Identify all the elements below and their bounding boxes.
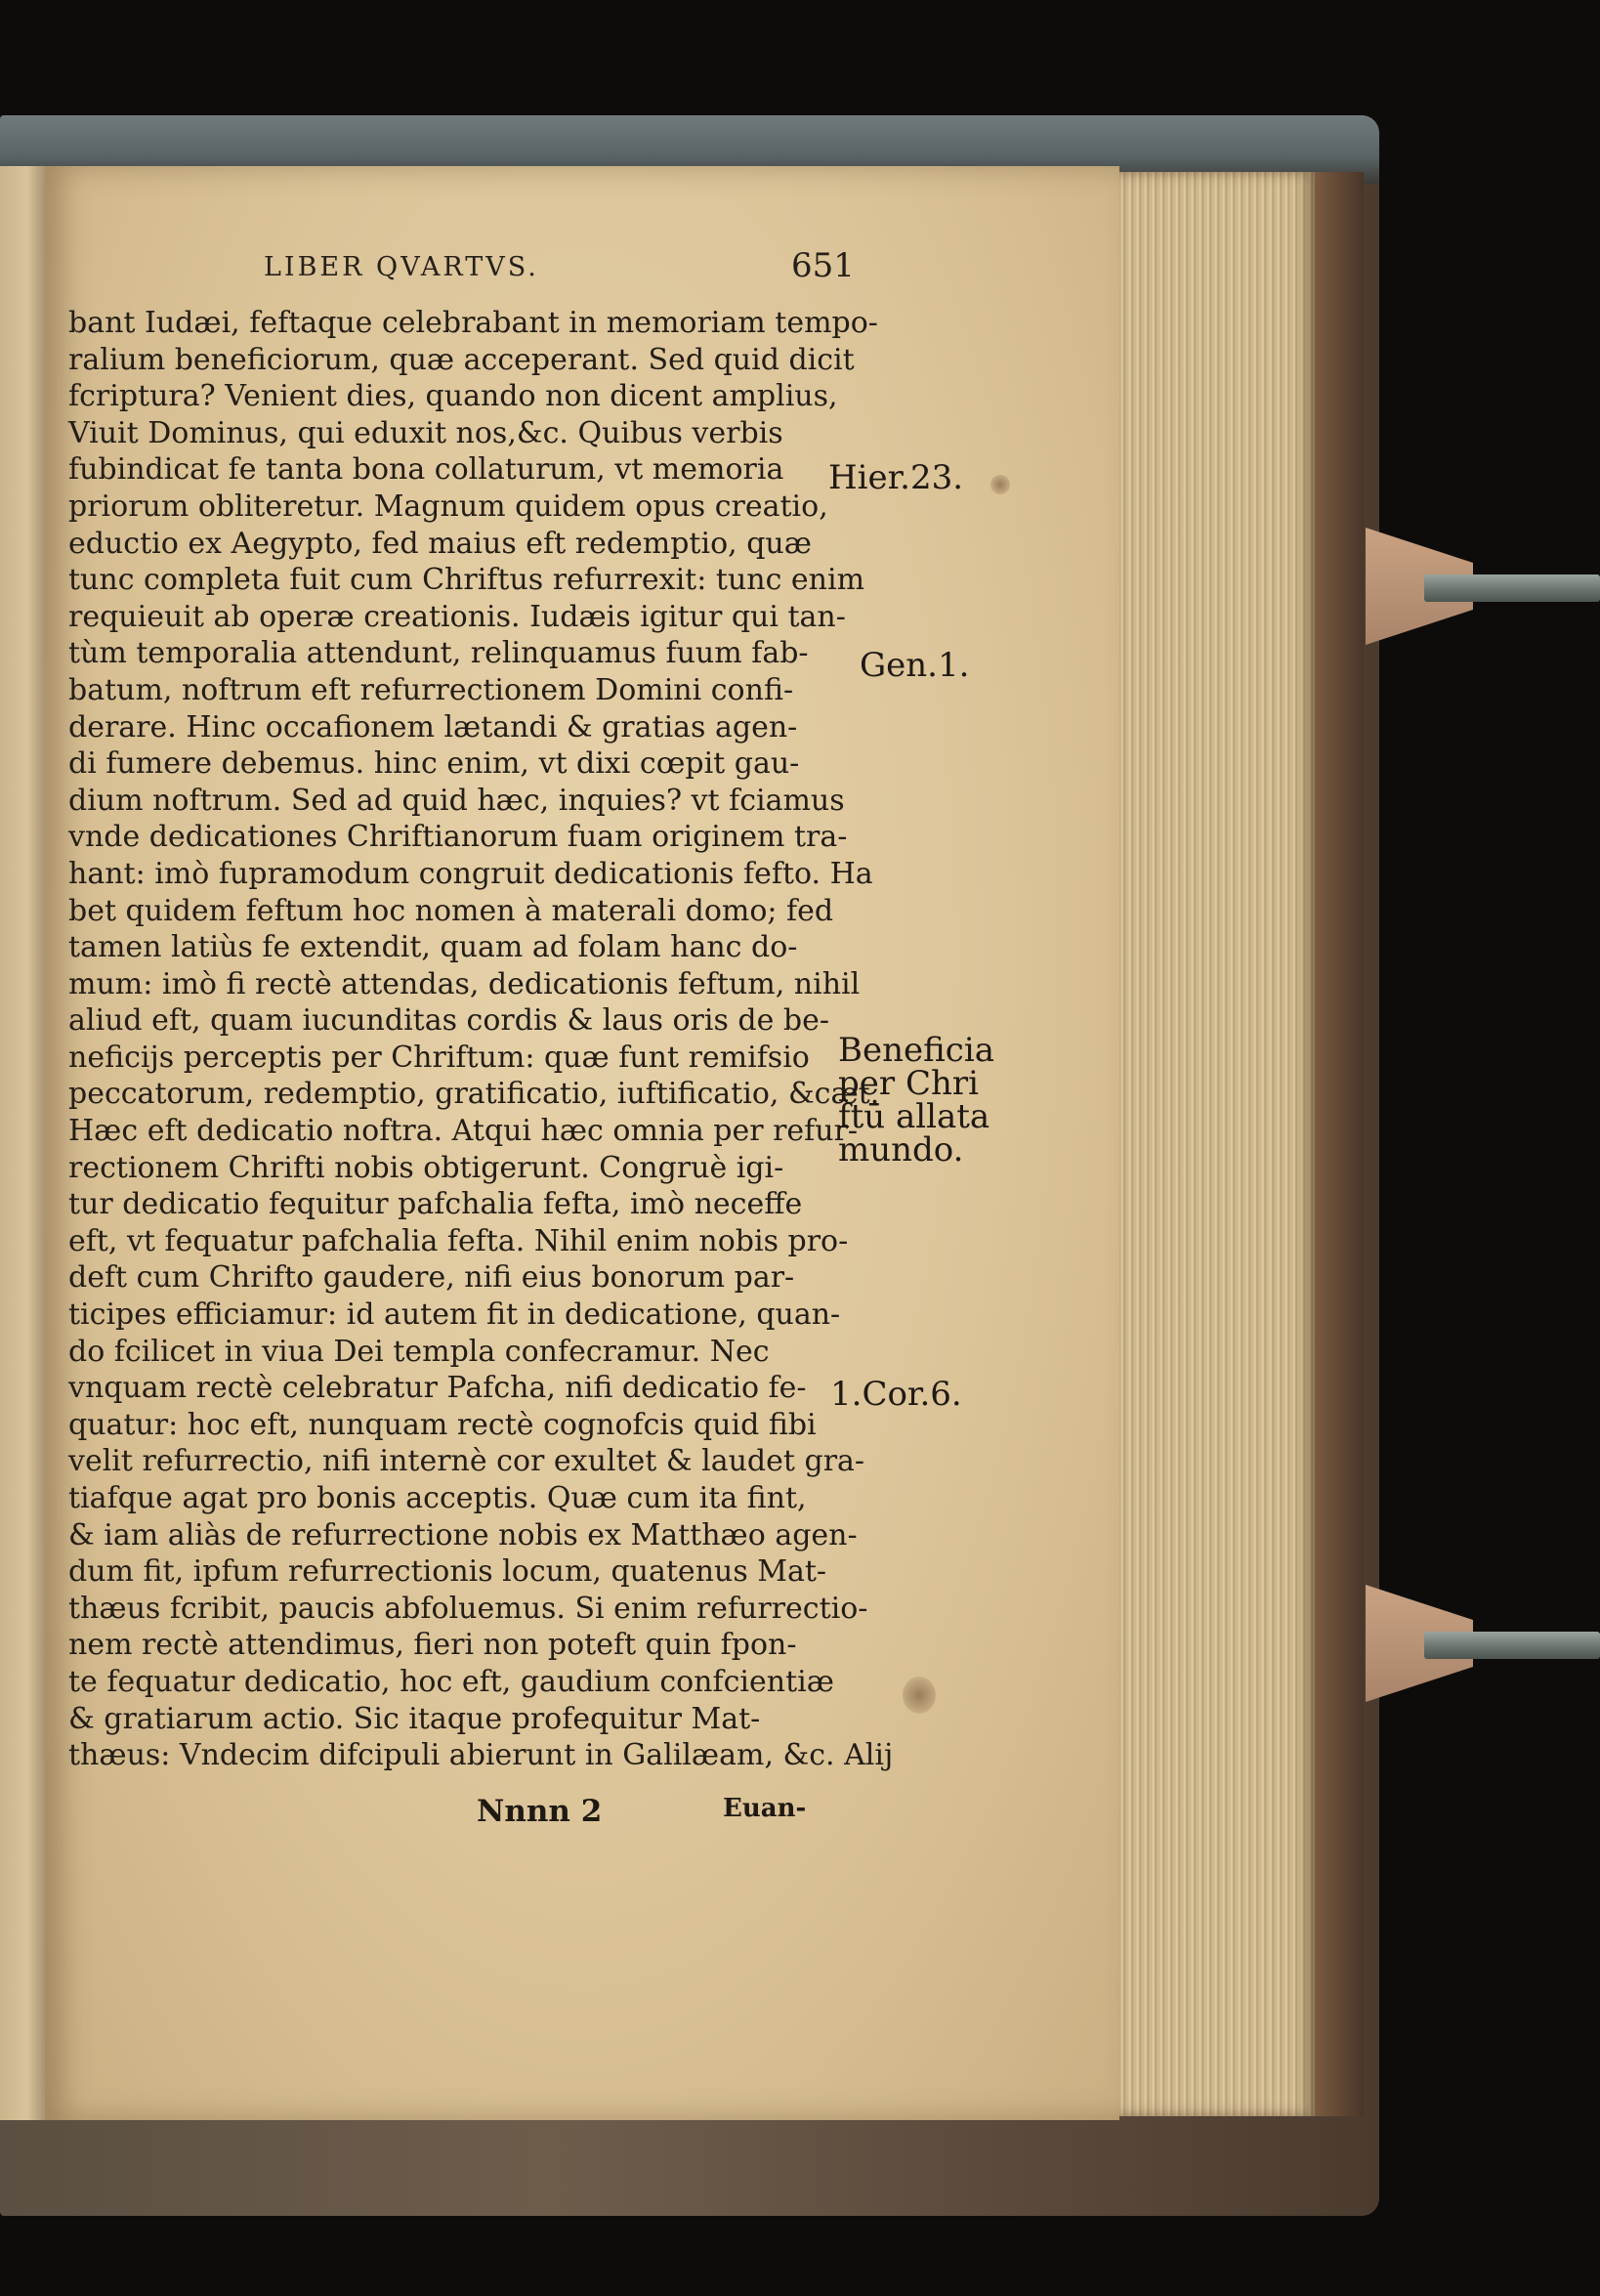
text-line: fcriptura? Venient dies, quando non dicent amplius,	[68, 379, 838, 414]
text-line: bet quidem feftum hoc nomen à materali domo; fed	[68, 893, 834, 928]
running-head: LIBER QVARTVS.	[264, 252, 539, 282]
margin-note-beneficia	[838, 1031, 994, 1169]
margin-note-line: per Chri	[838, 1064, 979, 1103]
text-line: tùm temporalia attendunt, relinquamus fuum fab-	[68, 636, 809, 671]
text-line: aliud eft, quam iucunditas cordis & laus oris de be-	[68, 1003, 829, 1039]
margin-note-hier: Hier.23.	[828, 458, 964, 497]
margin-note-line: Beneficia	[838, 1031, 994, 1070]
text-line: mum: imò fi rectè attendas, dedicationis feftum, nihil	[68, 966, 861, 1001]
catchword: Euan-	[723, 1794, 807, 1823]
text-line: tur dedicatio fequitur pafchalia fefta, imò neceffe	[68, 1187, 803, 1222]
text-line: eductio ex Aegypto, fed maius eft redemptio, quæ	[68, 526, 812, 561]
margin-note-cor: 1.Cor.6.	[830, 1375, 962, 1414]
text-line: Hæc eft dedicatio noftra. Atqui hæc omnia per refur-	[68, 1114, 859, 1149]
signature-mark: Nnnn 2	[477, 1794, 603, 1829]
text-line: ticipes efficiamur: id autem fit in dedicatione, quan-	[68, 1297, 841, 1333]
previous-page-edge	[0, 166, 45, 2120]
text-line: thæus: Vndecim difcipuli abierunt in Galilæam, &c. Alij	[68, 1738, 894, 1773]
text-line: ralium beneficiorum, quæ acceperant. Sed quid dicit	[68, 342, 855, 377]
text-line: tiafque agat pro bonis acceptis. Quæ cum ita fint,	[68, 1481, 807, 1515]
page-stain	[903, 1677, 936, 1714]
text-line: peccatorum, redemptio, gratificatio, iuftificatio, &cæt.	[68, 1077, 880, 1112]
margin-note-gen: Gen.1.	[860, 646, 970, 685]
text-line: batum, noftrum eft refurrectionem Domini confi-	[68, 672, 794, 707]
text-line: dium noftrum. Sed ad quid hæc, inquies? vt fciamus	[68, 783, 845, 818]
text-line: do fcilicet in viua Dei templa confecramur. Nec	[68, 1334, 770, 1369]
text-line: vnquam rectè celebratur Pafcha, nifi dedicatio fe-	[68, 1371, 807, 1406]
text-line: di fumere debemus. hinc enim, vt dixi cœpit gau-	[68, 746, 800, 782]
text-line: tunc completa fuit cum Chriftus refurrexit: tunc enim	[68, 563, 865, 598]
clasp-hook	[1424, 574, 1600, 602]
page-stain	[990, 475, 1010, 494]
text-line: & gratiarum actio. Sic itaque profequitur Mat-	[68, 1701, 761, 1736]
text-line: nem rectè attendimus, fieri non poteft quin fpon-	[68, 1628, 797, 1663]
upper-clasp	[1366, 528, 1600, 645]
lower-clasp	[1366, 1585, 1600, 1702]
text-line: derare. Hinc occafionem lætandi & gratias agen-	[68, 709, 798, 744]
text-line: priorum obliteretur. Magnum quidem opus creatio,	[68, 489, 828, 524]
text-line: deft cum Chrifto gaudere, nifi eius bonorum par-	[68, 1260, 795, 1296]
binding-edge	[1315, 172, 1364, 2116]
text-line: requieuit ab operæ creationis. Iudæis igitur qui tan-	[68, 599, 846, 634]
margin-note-line: mundo.	[838, 1130, 964, 1169]
text-line: neficijs perceptis per Chriftum: quæ funt remifsio	[68, 1040, 810, 1075]
margin-note-line: ftū allata	[838, 1097, 990, 1136]
text-line: bant Iudæi, feftaque celebrabant in memoriam tempo-	[68, 306, 878, 340]
text-line: velit refurrectio, nifi internè cor exultet & laudet gra-	[68, 1444, 865, 1479]
text-line: vnde dedicationes Chriftianorum fuam originem tra-	[68, 820, 848, 855]
text-line: fubindicat fe tanta bona collaturum, vt memoria	[68, 452, 784, 488]
page-number: 651	[791, 246, 855, 285]
page-fore-edge	[1119, 172, 1315, 2116]
text-line: & iam aliàs de refurrectione nobis ex Matthæo agen-	[68, 1517, 858, 1552]
text-line: dum fit, ipfum refurrectionis locum, quatenus Mat-	[68, 1554, 827, 1590]
body-text	[68, 305, 894, 1774]
text-line: rectionem Chrifti nobis obtigerunt. Congruè igi-	[68, 1150, 784, 1185]
text-line: quatur: hoc eft, nunquam rectè cognofcis quid fibi	[68, 1407, 817, 1442]
text-line: eft, vt fequatur pafchalia fefta. Nihil enim nobis pro-	[68, 1223, 849, 1258]
text-line: hant: imò fupramodum congruit dedicationis fefto. Ha	[68, 856, 873, 891]
text-line: te fequatur dedicatio, hoc eft, gaudium confcientiæ	[68, 1664, 834, 1699]
text-line: tamen latiùs fe extendit, quam ad folam hanc do-	[68, 930, 798, 965]
text-line: thæus fcribit, paucis abfoluemus. Si enim refurrectio-	[68, 1591, 868, 1626]
clasp-hook	[1424, 1632, 1600, 1659]
text-line: Viuit Dominus, qui eduxit nos,&c. Quibus verbis	[68, 415, 783, 450]
